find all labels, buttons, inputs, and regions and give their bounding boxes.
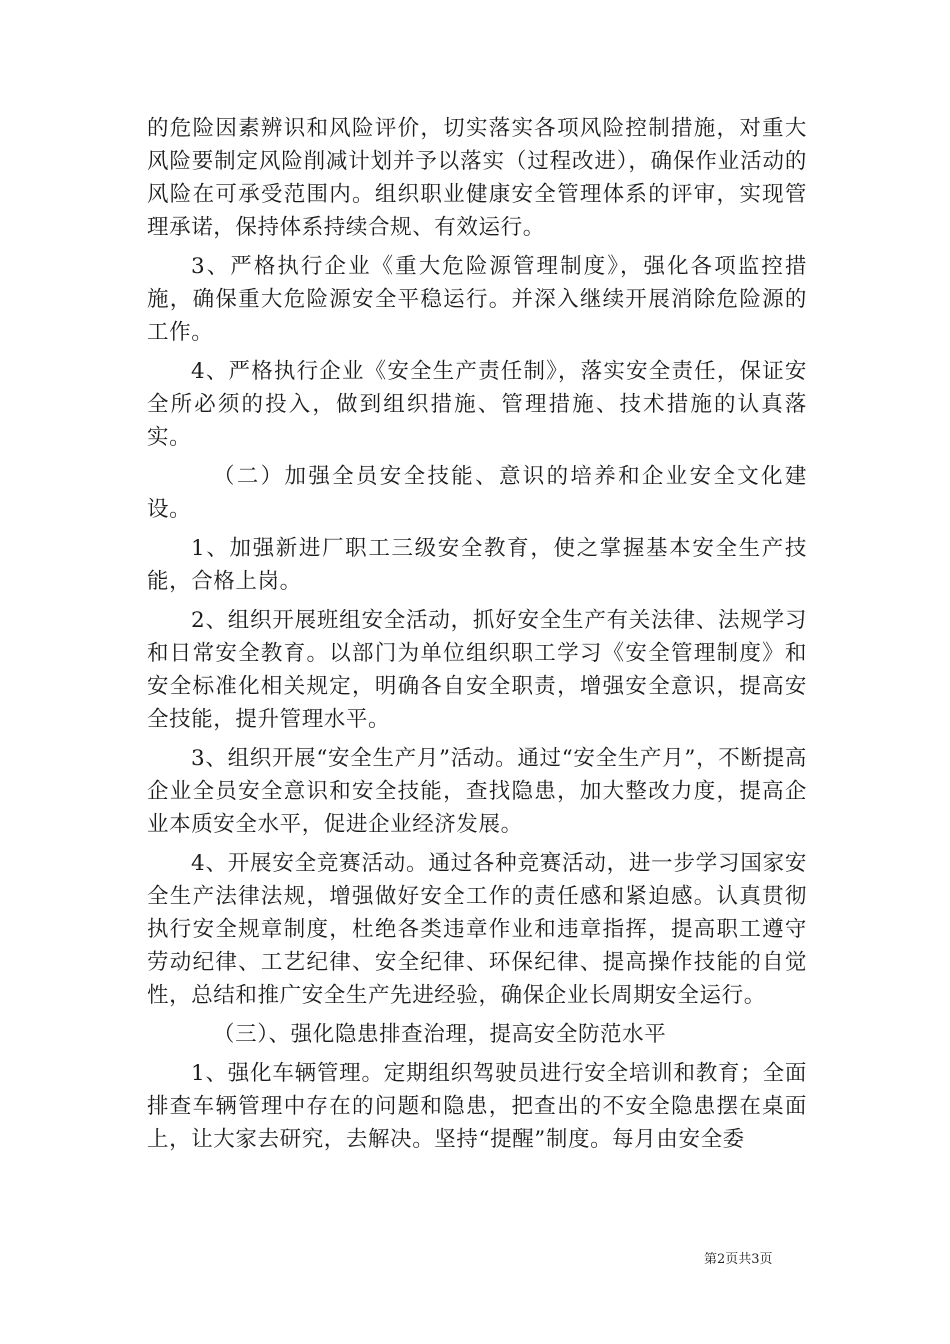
section-heading-2: （二）加强全员安全技能、意识的培养和企业安全文化建设。 [147, 464, 807, 522]
paragraph-team-activities: 2、组织开展班组安全活动，抓好安全生产有关法律、法规学习和日常安全教育。以部门为单位组织职工学习《安全管理制度》和安全标准化相关规定，明确各自安全职责，增强安全意识，提高安全技能，提升管理水平。 [147, 608, 807, 732]
section-heading-3: （三）、强化隐患排查治理，提高安全防范水平 [213, 1022, 667, 1047]
paragraph-new-staff-education: 1、加强新进厂职工三级安全教育，使之掌握基本安全生产技能，合格上岗。 [147, 536, 807, 594]
paragraph-responsibility: 4、严格执行企业《安全生产责任制》，落实安全责任，保证安全所必须的投入，做到组织措施、管理措施、技术措施的认真落实。 [147, 359, 807, 450]
paragraph-vehicle-management: 1、强化车辆管理。定期组织驾驶员进行安全培训和教育；全面排查车辆管理中存在的问题和隐患，把查出的不安全隐患摆在桌面上，让大家去研究，去解决。坚持“提醒”制度。每月由安全委 [147, 1061, 807, 1152]
paragraph-safety-competition: 4、开展安全竞赛活动。通过各种竞赛活动，进一步学习国家安全生产法律法规，增强做好安全工作的责任感和紧迫感。认真贯彻执行安全规章制度，杜绝各类违章作业和违章指挥，提高职工遵守劳动纪律、工艺纪律、安全纪律、环保纪律、提高操作技能的自觉性，总结和推广安全生产先进经验，确保企业长周期安全运行。 [147, 851, 807, 1008]
page-number: 第2页共3页 [704, 1252, 773, 1267]
paragraph-safety-month: 3、组织开展“安全生产月”活动。通过“安全生产月”，不断提高企业全员安全意识和安全技能，查找隐患，加大整改力度，提高企业本质安全水平，促进企业经济发展。 [147, 746, 807, 837]
paragraph-risk-evaluation: 的危险因素辨识和风险评价，切实落实各项风险控制措施，对重大风险要制定风险削减计划并予以落实（过程改进），确保作业活动的风险在可承受范围内。组织职业健康安全管理体系的评审，实现管理承诺，保持体系持续合规、有效运行。 [147, 116, 807, 240]
paragraph-major-hazard: 3、严格执行企业《重大危险源管理制度》，强化各项监控措施，确保重大危险源安全平稳运行。并深入继续开展消除危险源的工作。 [147, 254, 807, 345]
document-body [147, 112, 807, 1156]
